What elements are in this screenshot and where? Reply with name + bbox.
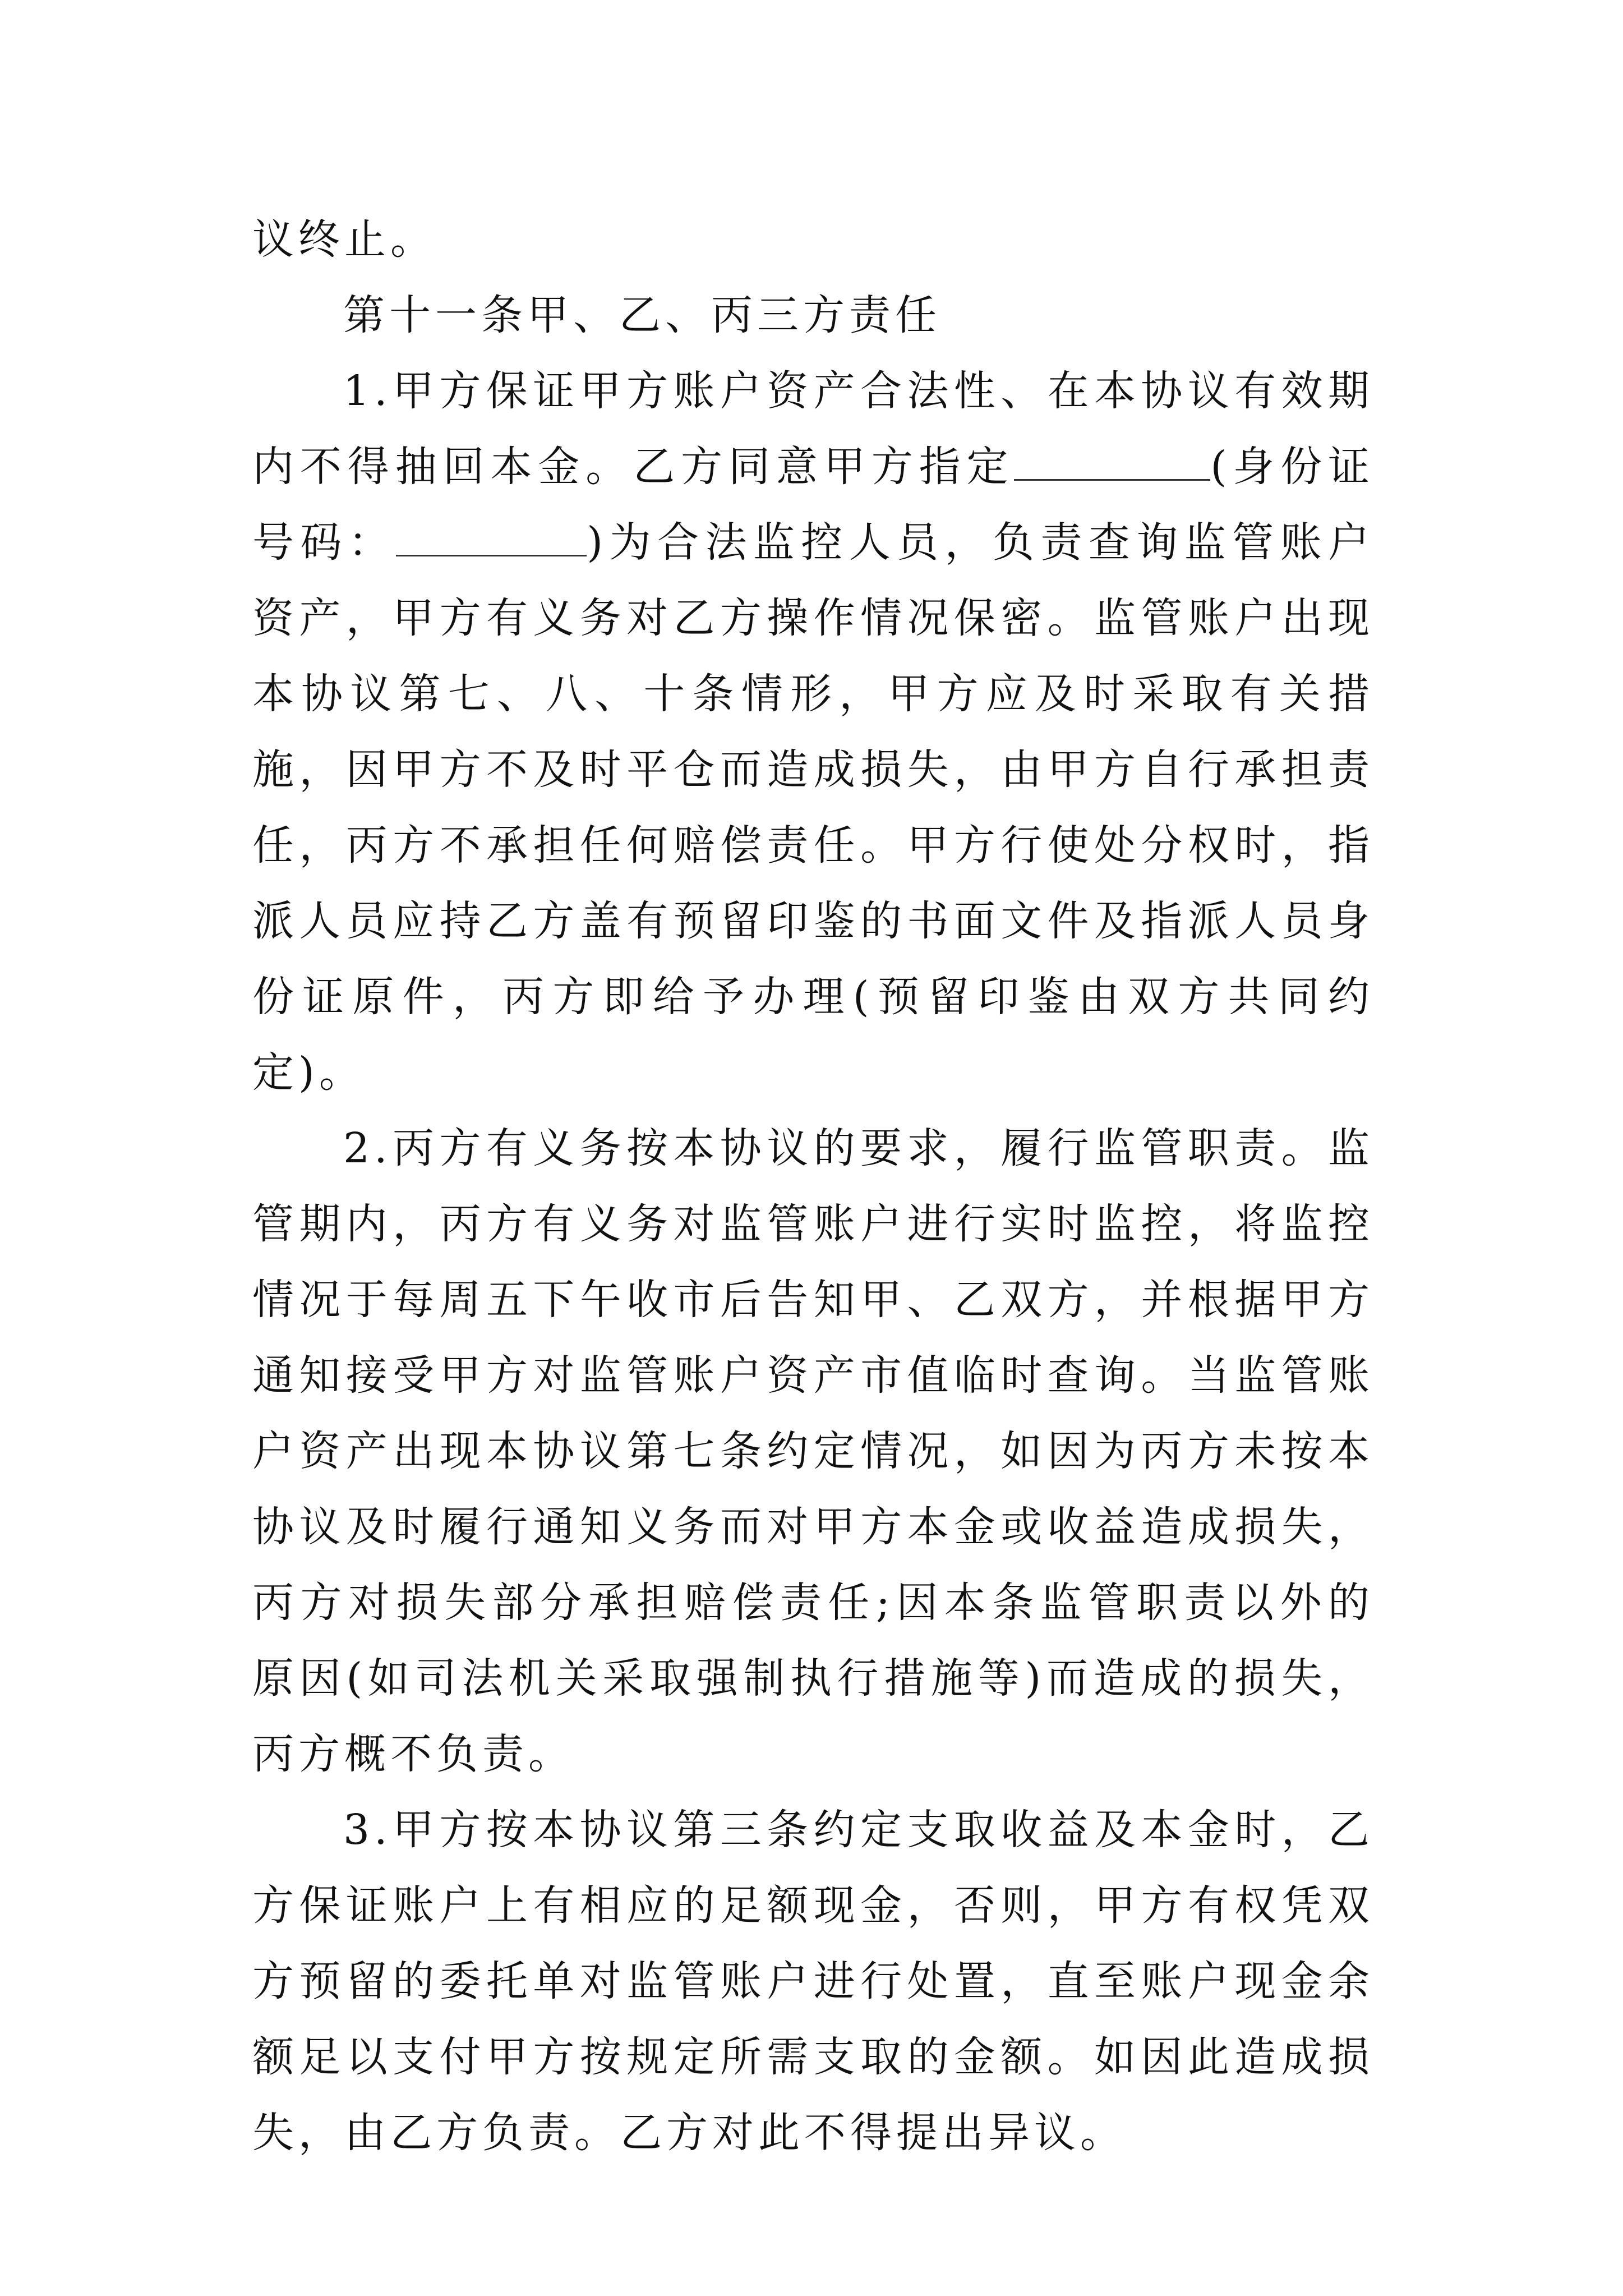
- designee-name-blank: [1014, 445, 1210, 481]
- clause-2: 2.丙方有义务按本协议的要求，履行监管职责。监管期内，丙方有义务对监管账户进行实时监控，将监控情况于每周五下午收市后告知甲、乙双方，并根据甲方通知接受甲方对监管账户资产市值临时查询。当监管账户资产出现本协议第七条约定情况，如因为丙方未按本协议及时履行通知义务而对甲方本金或收益造成损失，丙方对损失部分承担赔偿责任;因本条监管职责以外的原因(如司法机关采取强制执行措施等)而造成的损失，丙方概不负责。: [252, 1124, 1374, 1778]
- continuation-text: 议终止。: [252, 215, 436, 264]
- clause-1-part-1: 1.甲方保证甲方账户资产合法性、在本协议有效期内不得抽回本金。乙方同意甲方指定: [252, 367, 1374, 491]
- clause-1-part-2: (身份证号码：: [252, 443, 1374, 567]
- id-number-blank: [396, 521, 587, 556]
- document-page: [252, 202, 1374, 2171]
- article-heading: 第十一条甲、乙、丙三方责任: [343, 291, 941, 339]
- clause-1: [252, 353, 1374, 1111]
- clause-1-part-3: )为合法监控人员，负责查询监管账户资产，甲方有义务对乙方操作情况保密。监管账户出现本协议第七、八、十条情形，甲方应及时采取有关措施，因甲方不及时平仓而造成损失，由甲方自行承担责任，丙方不承担任何赔偿责任。甲方行使处分权时，指派人员应持乙方盖有预留印鉴的书面文件及指派人员身份证原件，丙方即给予办理(预留印鉴由双方共同约定)。: [252, 518, 1375, 1097]
- clause-3: 3.甲方按本协议第三条约定支取收益及本金时，乙方保证账户上有相应的足额现金，否则，甲方有权凭双方预留的委托单对监管账户进行处置，直至账户现金余额足以支付甲方按规定所需支取的金额。如因此造成损失，由乙方负责。乙方对此不得提出异议。: [252, 1806, 1374, 2157]
